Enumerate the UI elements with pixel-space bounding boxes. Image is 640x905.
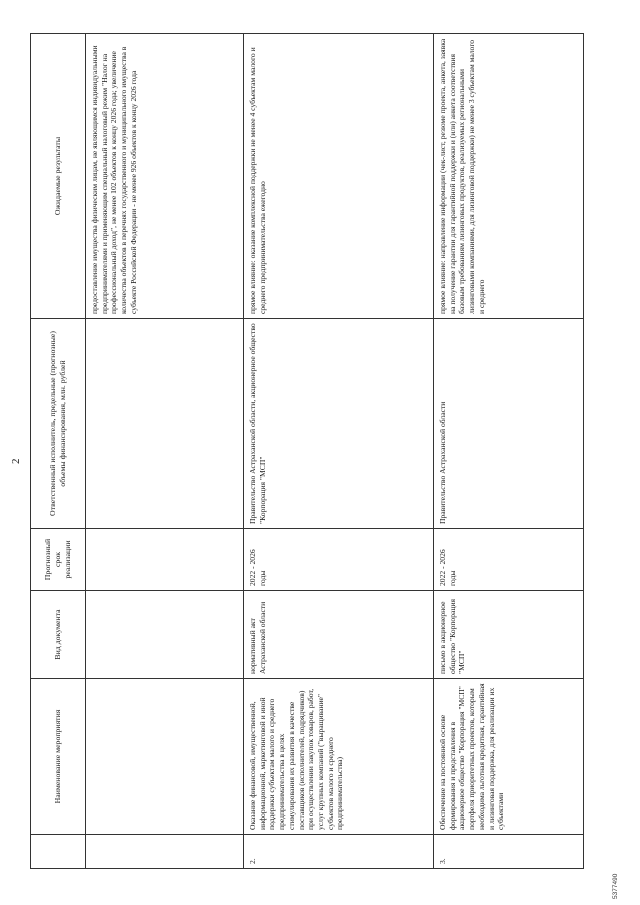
- table-row: [244, 34, 434, 869]
- row-results: предоставление имущества физическим лицам, не являющимся индивидуальными предпринимателями и применяющим специальный налоговый режим "Налог на профессиональный доход", не менее 102 объектов к концу 2026 года; увеличение количества объектов в перечнях государственного и муниципального имущества в субъекте Российской Федерации - не менее 926 объектов к концу 2026 года: [86, 34, 244, 319]
- row-term: 2022 - 2026 годы: [244, 529, 434, 591]
- row-executor: Правительство Астраханской области: [434, 319, 584, 529]
- table-row: [434, 34, 584, 869]
- table-header-row: [31, 34, 86, 869]
- row-number: 3.: [434, 835, 584, 869]
- header-name: Наименование мероприятия: [31, 679, 86, 835]
- header-results: Ожидаемые результаты: [31, 34, 86, 319]
- row-doc-type: нормативный акт Астраханской области: [244, 591, 434, 679]
- row-number: [86, 835, 244, 869]
- row-results: прямое влияние: направление информации (чек-лист, резюме проекта, анкета, заявка на получение гарантии для гарантийной поддержки и (или) анкета соответствия базовым требованиям лизинговых продуктов, реализуемых региональными лизинговыми компаниями, для лизинговой поддержки) не менее 3 субъектам малого и среднего: [434, 34, 584, 319]
- header-executor: Ответственный исполнитель, предельные (прогнозные) объемы финансирования, млн. рублей: [31, 319, 86, 529]
- row-doc-type: письмо в акционерное общество "Корпорация "МСП": [434, 591, 584, 679]
- row-results: прямое влияние: оказание комплексной поддержки не менее 4 субъектам малого и среднего предпринимательства ежегодно: [244, 34, 434, 319]
- row-doc-type: [86, 591, 244, 679]
- header-term: Прогнозный срок реализации: [31, 529, 86, 591]
- measures-table: [30, 33, 584, 869]
- row-executor: Правительство Астраханской области, акционерное общество "Корпорация "МСП": [244, 319, 434, 529]
- table-row: [86, 34, 244, 869]
- row-term: [86, 529, 244, 591]
- row-name: Оказание финансовой, имущественной, информационной, маркетинговой и иной поддержки субъектам малого и среднего предпринимательства в целях стимулирования их развития в качестве поставщиков (исполнителей, подрядчиков) при осуществлении закупок товаров, работ, услуг крупных компаний ("выращивание" субъектов малого и среднего предпринимательства): [244, 679, 434, 835]
- document-id: 5377490: [612, 873, 619, 899]
- row-number: 2.: [244, 835, 434, 869]
- row-name: [86, 679, 244, 835]
- header-number: [31, 835, 86, 869]
- row-executor: [86, 319, 244, 529]
- page-number: 2: [10, 458, 22, 464]
- row-name: Обеспечение на постоянной основе формирования и представления в акционерное общество "Корпорация "МСП" портфеля приоритетных проектов, которым необходима льготная кредитная, гарантийная и лизинговая поддержка, для реализации их субъектами: [434, 679, 584, 835]
- row-term: 2022 - 2026 годы: [434, 529, 584, 591]
- header-doc-type: Вид документа: [31, 591, 86, 679]
